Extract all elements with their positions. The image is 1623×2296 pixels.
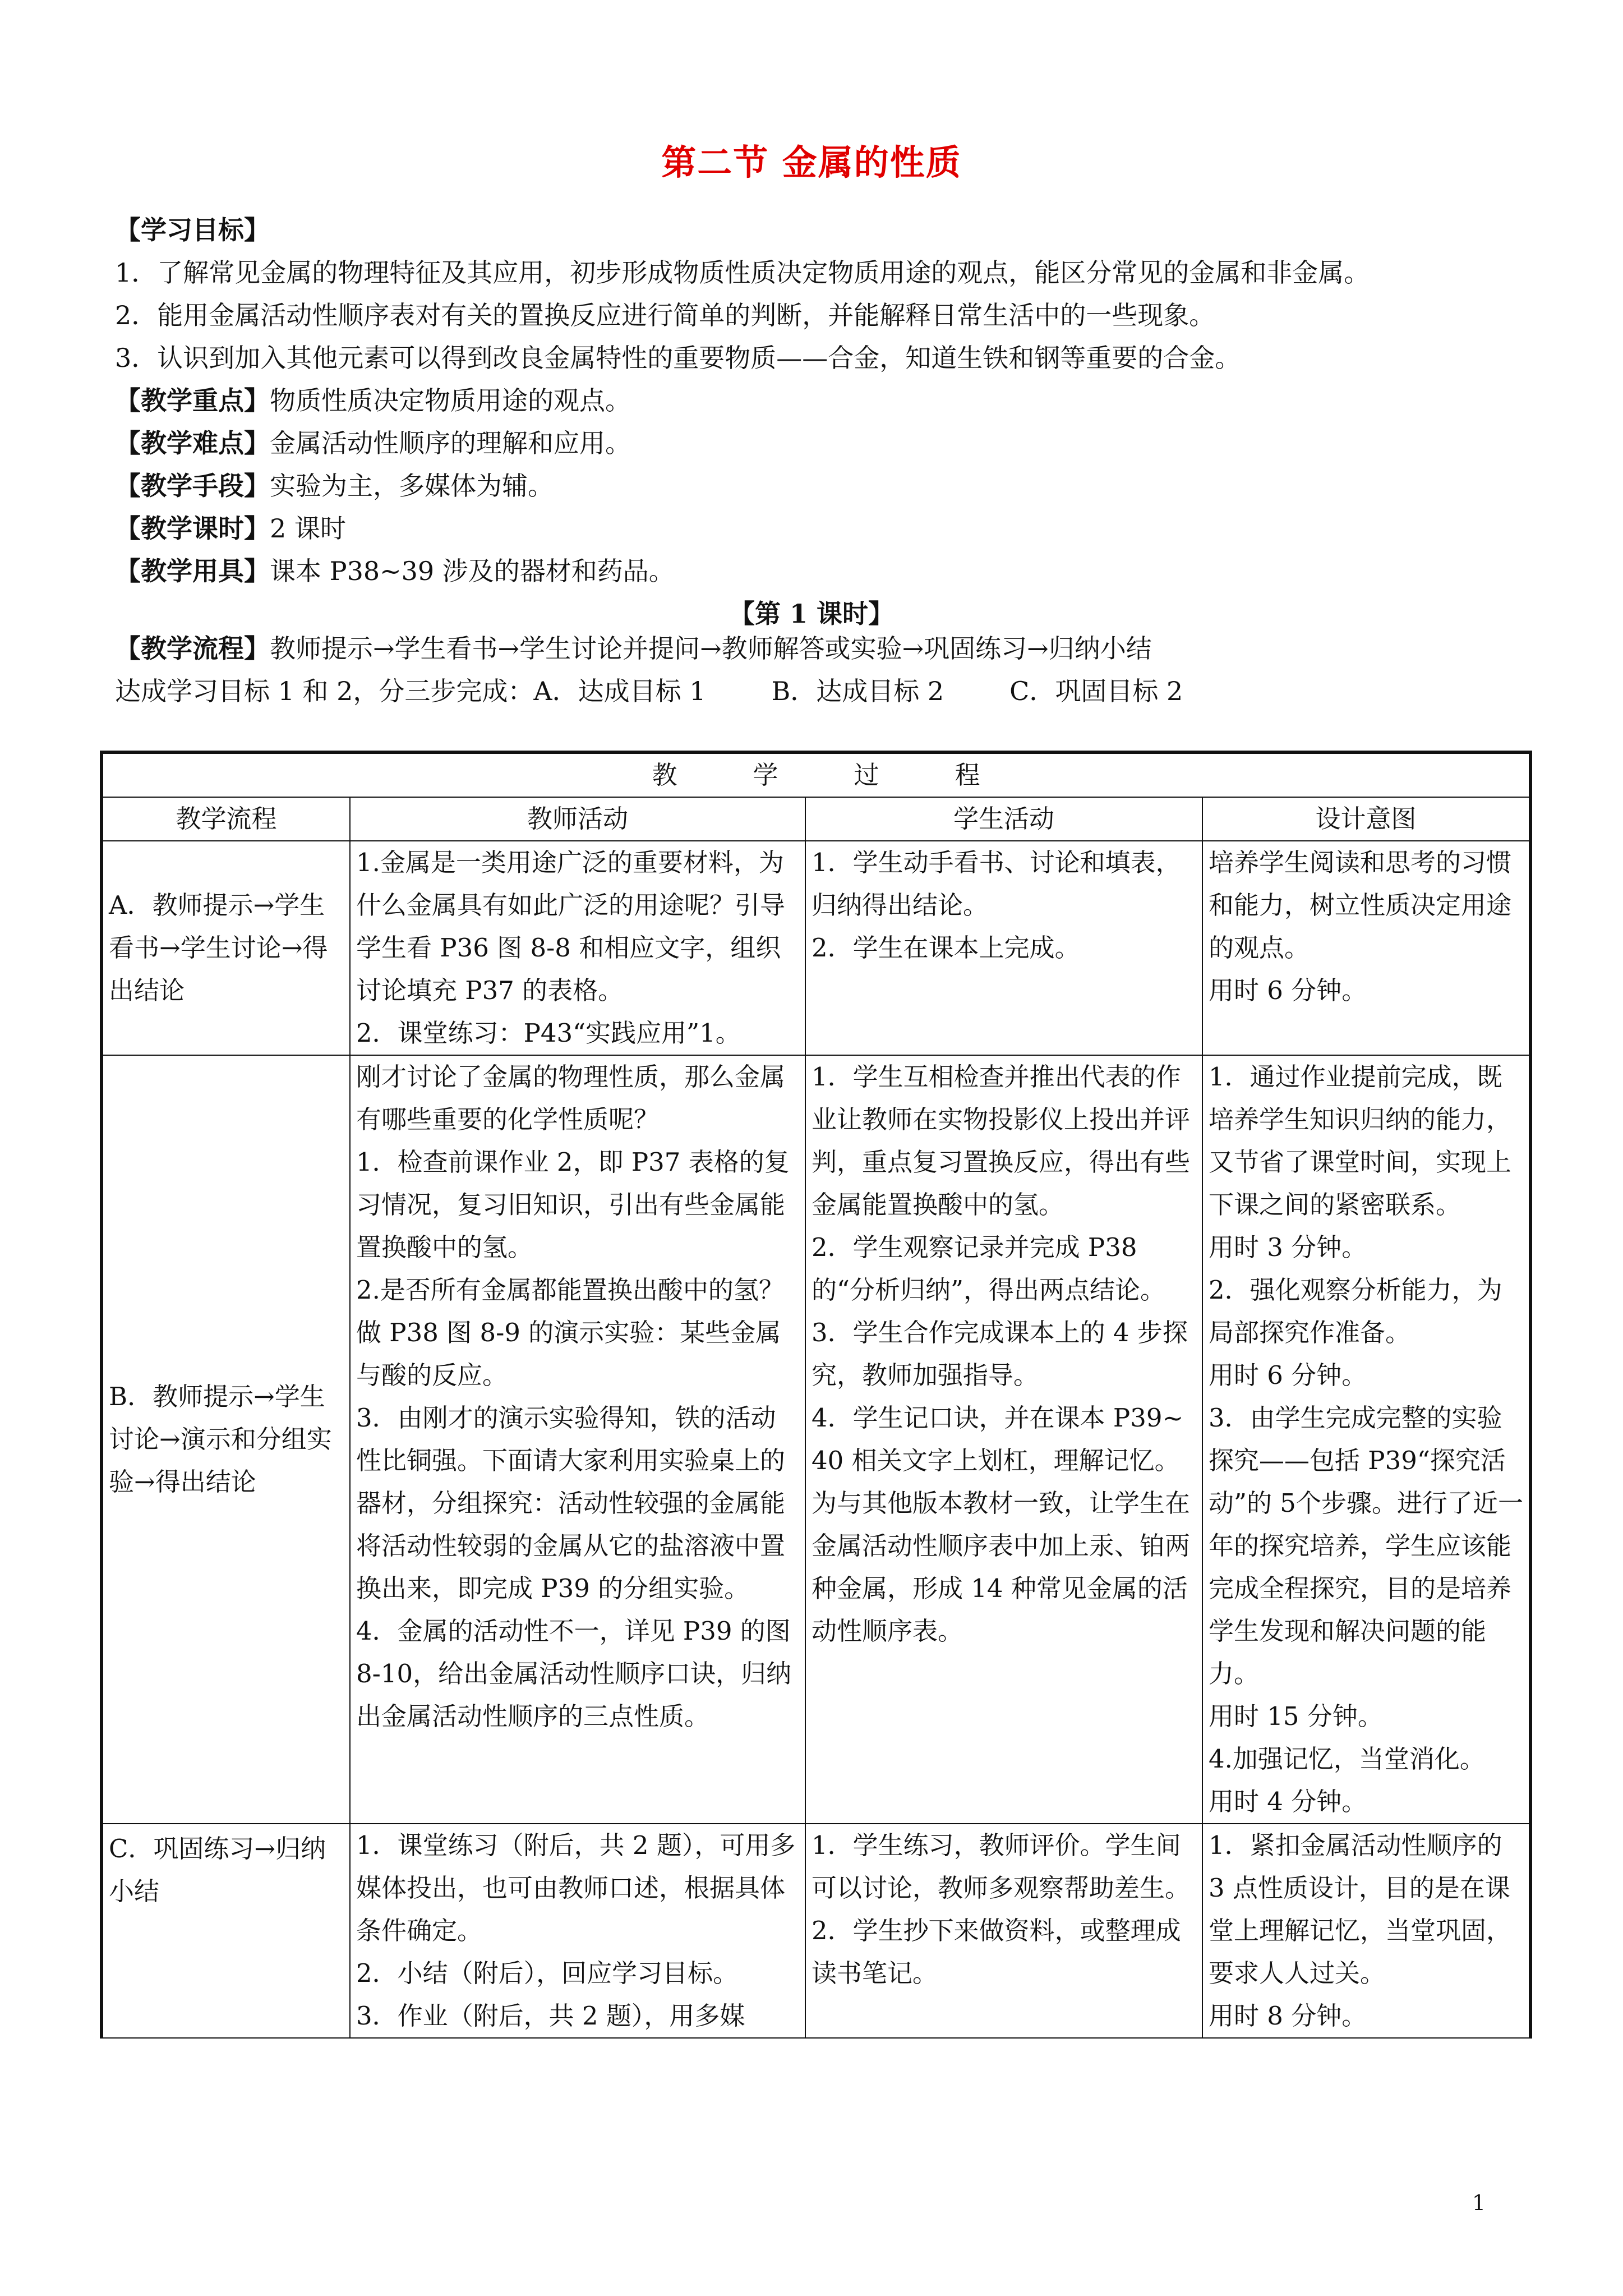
stage-text: C．巩固练习→归纳小结 xyxy=(109,1834,326,1906)
intent-cell xyxy=(1202,841,1530,1055)
cell-paragraph: 1．学生练习，教师评价。学生间可以讨论，教师多观察帮助差生。 xyxy=(811,1830,1191,1903)
cell-paragraph: 刚才讨论了金属的物理性质，那么金属有哪些重要的化学性质呢？ xyxy=(356,1062,786,1134)
cell-paragraph: 2．学生观察记录并完成 P38 的“分析归纳”，得出两点结论。 xyxy=(811,1232,1166,1305)
objectives-heading: 【学习目标】 xyxy=(115,215,270,245)
stage-cell xyxy=(102,841,350,1055)
cell-paragraph: 用时 4 分钟。 xyxy=(1209,1787,1367,1816)
table-row xyxy=(102,1824,1530,2038)
meta-difficulty xyxy=(115,422,631,464)
cell-paragraph: 2．课堂练习：P43“实践应用”1。 xyxy=(356,1018,741,1048)
meta-key-point xyxy=(115,379,631,422)
page-title: 第二节 金属的性质 xyxy=(661,142,962,183)
table-title-row xyxy=(102,752,1530,797)
flow-label: 【教学流程】 xyxy=(115,633,270,664)
table-row xyxy=(102,1055,1530,1824)
meta-method xyxy=(115,464,554,507)
header-cell: 教师活动 xyxy=(350,797,805,841)
objective-item: 2．能用金属活动性顺序表对有关的置换反应进行简单的判断，并能解释日常生活中的一些现象。 xyxy=(115,300,1215,330)
stage-text: B．教师提示→学生讨论→演示和分组实验→得出结论 xyxy=(109,1382,332,1497)
cell-paragraph: 1．通过作业提前完成，既培养学生知识归纳的能力，又节省了课堂时间，实现上下课之间的紧密联系。 xyxy=(1209,1062,1512,1220)
meta-hours xyxy=(115,507,346,550)
meta-label: 【教学手段】 xyxy=(115,471,270,501)
cell-paragraph: 3．学生合作完成课本上的 4 步探究，教师加强指导。 xyxy=(811,1318,1188,1390)
meta-label: 【教学难点】 xyxy=(115,428,270,458)
objective-item: 1．了解常见金属的物理特征及其应用，初步形成物质性质决定物质用途的观点，能区分常见的金属和非金属。 xyxy=(115,257,1370,288)
stage-text: A．教师提示→学生看书→学生讨论→得出结论 xyxy=(109,890,328,1005)
cell-paragraph: 2．学生抄下来做资料，或整理成读书笔记。 xyxy=(811,1916,1181,1988)
goal-line: 达成学习目标 1 和 2，分三步完成：A．达成目标 1 B．达成目标 2 C．巩固目标 2 xyxy=(115,676,1183,706)
cell-paragraph: 4.加强记忆，当堂消化。 xyxy=(1209,1744,1485,1774)
meta-tools xyxy=(115,550,675,592)
student-cell xyxy=(805,1824,1202,2038)
page-number: 1 xyxy=(1472,2191,1486,2215)
cell-paragraph: 2．小结（附后），回应学习目标。 xyxy=(356,1958,739,1988)
cell-paragraph: 4．金属的活动性不一，详见 P39 的图 8-10，给出金属活动性顺序口诀，归纳出金属活动性顺序的三点性质。 xyxy=(356,1616,792,1731)
flow-value: 教师提示→学生看书→学生讨论并提问→教师解答或实验→巩固练习→归纳小结 xyxy=(270,633,1152,664)
table-header-row xyxy=(102,797,1530,841)
cell-paragraph: 1．检查前课作业 2，即 P37 表格的复习情况，复习旧知识，引出有些金属能置换酸中的氢。 xyxy=(356,1147,790,1262)
teacher-cell xyxy=(350,1055,805,1824)
cell-paragraph: 2.是否所有金属都能置换出酸中的氢？做 P38 图 8-9 的演示实验：某些金属与酸的反应。 xyxy=(356,1275,784,1390)
cell-paragraph: 1.金属是一类用途广泛的重要材料，为什么金属具有如此广泛的用途呢？引导学生看 P36 图 8-8 和相应文字，组织讨论填充 P37 的表格。 xyxy=(356,848,786,1005)
table-title: 教 学 过 程 xyxy=(102,752,1530,797)
header-cell: 教学流程 xyxy=(102,797,350,841)
cell-paragraph: 4．学生记口诀，并在课本 P39~40 相关文字上划杠，理解记忆。为与其他版本教材一致，让学生在金属活动性顺序表中加上汞、铂两种金属，形成 14 种常见金属的活动性顺序表。 xyxy=(811,1403,1191,1646)
teacher-cell xyxy=(350,1824,805,2038)
cell-paragraph: 3．由刚才的演示实验得知，铁的活动性比铜强。下面请大家利用实验桌上的器材，分组探究：活动性较强的金属能将活动性较弱的金属从它的盐溶液中置换出来，即完成 P39 的分组实验。 xyxy=(356,1403,786,1603)
cell-paragraph: 2．学生在课本上完成。 xyxy=(811,933,1080,963)
cell-paragraph: 用时 8 分钟。 xyxy=(1209,2001,1367,2031)
meta-value: 2 课时 xyxy=(270,513,346,544)
meta-value: 金属活动性顺序的理解和应用。 xyxy=(270,428,631,458)
teaching-flow xyxy=(115,627,1152,670)
meta-value: 物质性质决定物质用途的观点。 xyxy=(270,385,631,416)
cell-paragraph: 1．学生动手看书、讨论和填表，归纳得出结论。 xyxy=(811,848,1181,920)
cell-paragraph: 用时 15 分钟。 xyxy=(1209,1701,1383,1731)
student-cell xyxy=(805,841,1202,1055)
cell-paragraph: 1．学生互相检查并推出代表的作业让教师在实物投影仪上投出并评判，重点复习置换反应，得出有些金属能置换酸中的氢。 xyxy=(811,1062,1191,1220)
meta-value: 课本 P38~39 涉及的器材和药品。 xyxy=(270,556,675,586)
cell-paragraph: 用时 3 分钟。 xyxy=(1209,1232,1367,1262)
stage-cell xyxy=(102,1055,350,1824)
intent-cell xyxy=(1202,1824,1530,2038)
teacher-cell xyxy=(350,841,805,1055)
meta-label: 【教学课时】 xyxy=(115,513,270,544)
cell-paragraph: 2．强化观察分析能力，为局部探究作准备。 xyxy=(1209,1275,1502,1347)
cell-paragraph: 1．紧扣金属活动性顺序的 3 点性质设计，目的是在课堂上理解记忆，当堂巩固，要求人人过关。 xyxy=(1209,1830,1512,1988)
lesson-heading: 【第 1 课时】 xyxy=(728,599,895,629)
table-row xyxy=(102,841,1530,1055)
header-cell: 设计意图 xyxy=(1202,797,1530,841)
cell-paragraph: 用时 6 分钟。 xyxy=(1209,1360,1367,1390)
cell-paragraph: 3．由学生完成完整的实验探究——包括 P39“探究活动”的 5个步骤。进行了近一年的探究培养，学生应该能完成全程探究，目的是培养学生发现和解决问题的能力。 xyxy=(1209,1403,1523,1688)
meta-label: 【教学用具】 xyxy=(115,556,270,586)
meta-label: 【教学重点】 xyxy=(115,385,270,416)
header-cell: 学生活动 xyxy=(805,797,1202,841)
cell-paragraph: 用时 6 分钟。 xyxy=(1209,976,1367,1005)
student-cell xyxy=(805,1055,1202,1824)
intent-cell xyxy=(1202,1055,1530,1824)
meta-value: 实验为主，多媒体为辅。 xyxy=(270,471,554,501)
teaching-process-table xyxy=(100,751,1532,2039)
stage-cell xyxy=(102,1824,350,2038)
objective-item: 3．认识到加入其他元素可以得到改良金属特性的重要物质——合金，知道生铁和钢等重要的合金。 xyxy=(115,343,1241,373)
cell-paragraph: 培养学生阅读和思考的习惯和能力，树立性质决定用途的观点。 xyxy=(1209,848,1512,963)
cell-paragraph: 3．作业（附后，共 2 题），用多媒 xyxy=(356,2001,745,2031)
cell-paragraph: 1．课堂练习（附后，共 2 题），可用多媒体投出，也可由教师口述，根据具体条件确定。 xyxy=(356,1830,796,1945)
